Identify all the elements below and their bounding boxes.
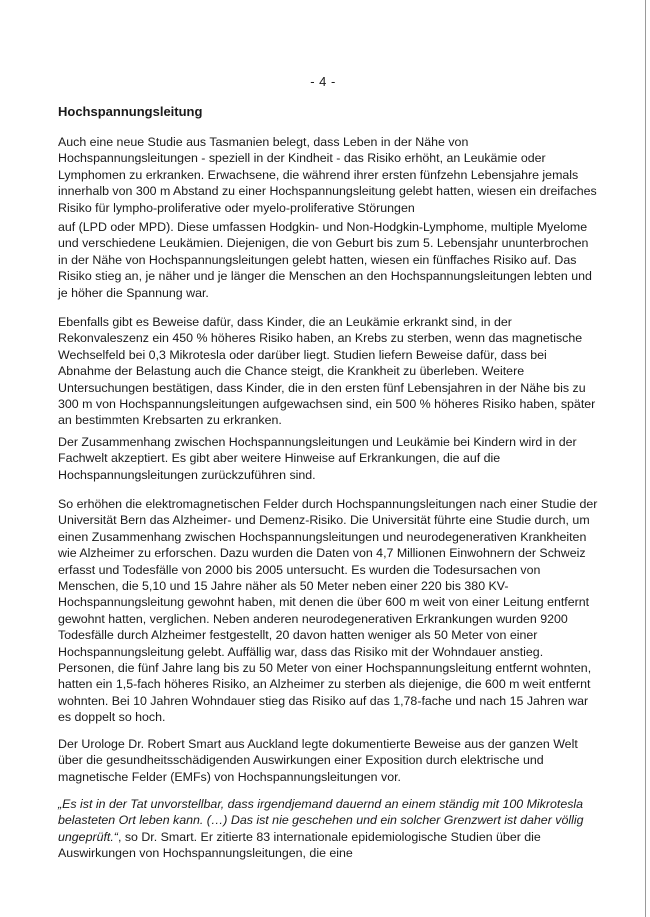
page-edge	[645, 0, 646, 917]
paragraph-2: auf (LPD oder MPD). Diese umfassen Hodgkin- und Non-Hodgkin-Lymphome, multiple Myelome und verschiedene Leukämien. Diejenigen, die von Geburt bis zum 5. Lebensjahr ununterbrochen in der Nähe von Hochspannungsleitungen gelebt hatten, wiesen ein fünffaches Risiko auf. Das Risiko stieg an, je näher und je länger die Menschen an den Hochspannungsleitungen lebten und je höher die Spannung war.	[58, 220, 592, 300]
paragraph-7	[58, 796, 598, 862]
quote-continuation: , so Dr. Smart. Er zitierte 83 internationale epidemiologische Studien über die Auswirkungen von Hochspannungsleitungen, die eine	[58, 829, 541, 861]
paragraph-3: Ebenfalls gibt es Beweise dafür, dass Kinder, die an Leukämie erkrankt sind, in der Rekonvaleszenz ein 450 % höheres Risiko haben, an Krebs zu sterben, wenn das magnetische Wechselfeld bei 0,3 Mikrotesla oder darüber liegt. Studien liefern Beweise dafür, dass bei Abnahme der Belastung auch die Chance steigt, die Krankheit zu überleben. Weitere Untersuchungen bestätigen, dass Kinder, die in den ersten fünf Lebensjahren in der Nähe bis zu 300 m von Hochspannungsleitungen aufgewachsen sind, ein 500 % höheres Risiko haben, später an bestimmten Krebsarten zu erkranken.	[58, 315, 596, 428]
paragraph-4: Der Zusammenhang zwischen Hochspannungsleitungen und Leukämie bei Kindern wird in der Fachwelt akzeptiert. Es gibt aber weitere Hinweise auf Erkrankungen, die auf die Hochspannungsleitungen zurückzuführen sind.	[58, 435, 577, 482]
paragraph-1: Auch eine neue Studie aus Tasmanien belegt, dass Leben in der Nähe von Hochspannungsleitungen - speziell in der Kindheit - das Risiko erhöht, an Leukämie oder Lymphomen zu erkranken. Erwachsene, die während ihrer ersten fünfzehn Lebensjahre jemals innerhalb von 300 m Abstand zu einer Hochspannungsleitung gelebt hatten, wiesen ein dreifaches Risiko für lympho-proliferative oder myelo-proliferative Störungen	[58, 135, 597, 215]
quote-text: „Es ist in der Tat unvorstellbar, dass irgendjemand dauernd an einem ständig mit 100 Mikrotesla belasteten Ort leben kann. (…) Das ist nie geschehen und ein solcher Grenzwert ist daher völlig ungeprüft.“	[58, 797, 584, 844]
page-number: - 4 -	[310, 74, 336, 89]
paragraph-6: Der Urologe Dr. Robert Smart aus Auckland legte dokumentierte Beweise aus der ganzen Welt über die gesundheitsschädigenden Auswirkungen einer Exposition durch elektrische und magnetische Felder (EMFs) von Hochspannungsleitungen vor.	[58, 737, 578, 784]
section-heading: Hochspannungsleitung	[58, 104, 203, 119]
paragraph-5: So erhöhen die elektromagnetischen Felder durch Hochspannungsleitungen nach einer Studie der Universität Bern das Alzheimer- und Demenz-Risiko. Die Universität führte eine Studie durch, um einen Zusammenhang zwischen Hochspannungsleitungen und neurodegenerativen Krankheiten wie Alzheimer zu erforschen. Dazu wurden die Daten von 4,7 Millionen Einwohnern der Schweiz erfasst und Todesfälle von 2000 bis 2005 untersucht. Es wurden die Todesursachen von Menschen, die 5,10 und 15 Jahre näher als 50 Meter neben einer 220 bis 380 KV-Hochspannungsleitung gewohnt haben, mit denen die über 600 m weit von einer Leitung entfernt gewohnt hatten, verglichen. Neben anderen neurodegenerativen Erkrankungen wurden 9200 Todesfälle durch Alzheimer festgestellt, 20 davon hatten weniger als 50 Meter von einer Hochspannungsleitung gelebt. Auffällig war, dass das Risiko mit der Wohndauer anstieg. Personen, die fünf Jahre lang bis zu 50 Meter von einer Hochspannungsleitung entfernt wohnten, hatten ein 1,5-fach höheres Risiko, an Alzheimer zu sterben als diejenige, die 600 m weit entfernt wohnten. Bei 10 Jahren Wohndauer stieg das Risiko auf das 1,78-fache und nach 15 Jahren war es doppelt so hoch.	[58, 497, 598, 725]
